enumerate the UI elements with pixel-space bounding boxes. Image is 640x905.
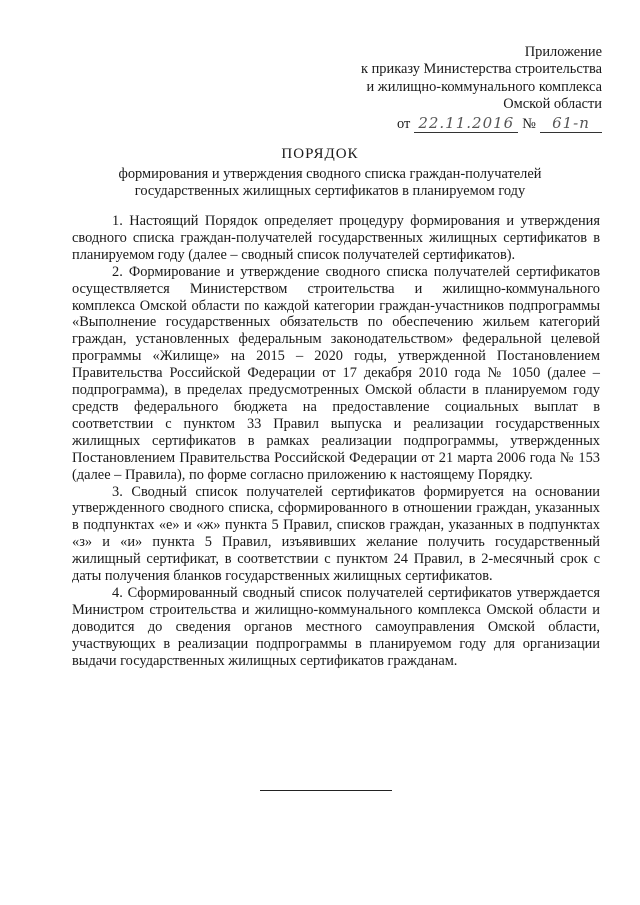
annex-date-line [282, 115, 602, 133]
annex-line-3: и жилищно-коммунального комплекса [366, 78, 602, 95]
document-subtitle [100, 166, 560, 200]
handwritten-date: 22.11.2016 [414, 115, 518, 133]
paragraph-4: 4. Сформированный сводный список получателей сертификатов утверждается Министром строительства и жилищно-коммунального комплекса Омской области и доводится до сведения органов местного самоуправления Омской области, участвующих в реализации подпрограммы в планируемом году для организации выдачи государственных жилищных сертификатов гражданам. [72, 584, 600, 669]
handwritten-number: 61-п [540, 115, 602, 133]
document-body [72, 213, 600, 669]
date-prefix: от [396, 115, 411, 132]
annex-line-2: к приказу Министерства строительства [361, 61, 602, 78]
document-title: ПОРЯДОК [281, 146, 359, 162]
paragraph-2: 2. Формирование и утверждение сводного списка получателей сертификатов осуществляется Министерством строительства и жилищно-коммунального комплекса Омской области по каждой категории граждан-участников подпрограммы «Выполнение государственных обязательств по обеспечению жильем категорий граждан, установленных федеральным законодательством» федеральной целевой программы «Жилище» на 2015 – 2020 годы, утвержденной Постановлением Правительства Российской Федерации от 17 декабря 2010 года № 1050 (далее – подпрограмма), в пределах предусмотренных Омской области в планируемом году средств федерального бюджета на предоставление социальных выплат в соответствии с пунктом 33 Правил выпуска и реализации государственных жилищных сертификатов в рамках реализации подпрограммы, утвержденных Постановлением Правительства Российской Федерации от 21 марта 2006 года № 153 (далее – Правила), по форме согласно приложению к настоящему Порядку. [72, 263, 600, 483]
annex-line-1: Приложение [524, 44, 602, 60]
paragraph-3: 3. Сводный список получателей сертификатов формируется на основании утвержденного сводного списка, сформированного в отношении граждан, указанных в подпунктах «е» и «ж» пункта 5 Правил, списков граждан, указанных в подпунктах «з» и «и» пункта 5 Правил, изъявивших желание получить государственный жилищный сертификат, в соответствии с пунктом 24 Правил, в 2-месячный срок с даты получения бланков государственных жилищных сертификатов. [72, 483, 600, 585]
annex-line-4: Омской области [503, 96, 602, 113]
paragraph-1: 1. Настоящий Порядок определяет процедуру формирования и утверждения сводного списка граждан-получателей государственных жилищных сертификатов в планируемом году (далее – сводный список получателей сертификатов). [72, 213, 600, 263]
subtitle-line-1: формирования и утверждения сводного списка граждан-получателей [118, 166, 542, 182]
closing-divider [260, 790, 392, 791]
annex-header [282, 44, 602, 133]
subtitle-line-2: государственных жилищных сертификатов в планируемом году [134, 183, 526, 199]
number-prefix: № [522, 115, 536, 132]
